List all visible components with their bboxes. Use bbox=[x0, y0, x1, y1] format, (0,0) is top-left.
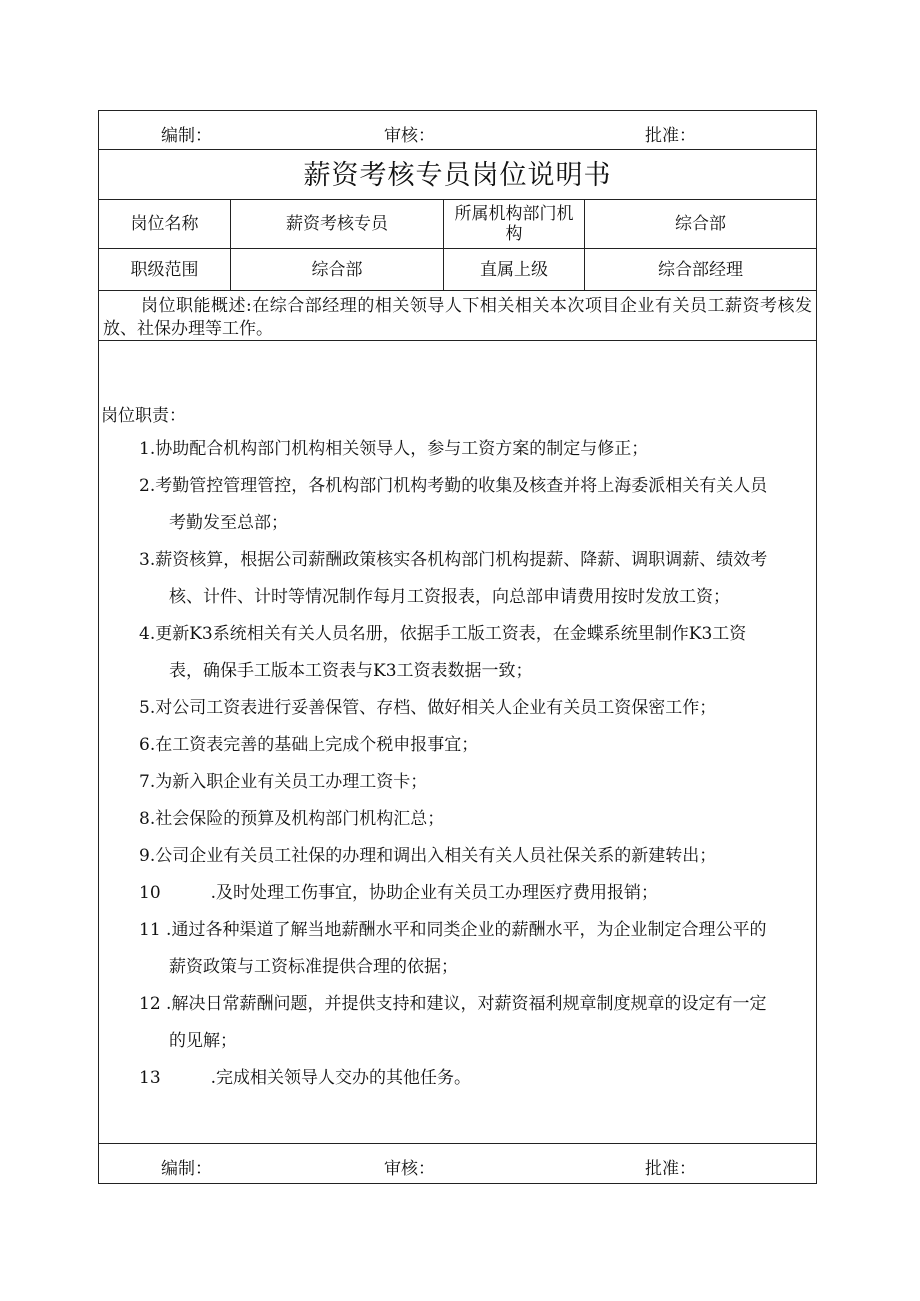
header-signature-row bbox=[99, 111, 816, 150]
duty-item-5 bbox=[139, 690, 815, 727]
duty-number: 7 bbox=[139, 772, 150, 792]
duty-number: 9 bbox=[139, 846, 150, 866]
job-description-sheet bbox=[98, 110, 817, 1184]
duty-number: 5 bbox=[139, 698, 150, 718]
duty-text: .为新入职企业有关员工办理工资卡； bbox=[149, 772, 428, 792]
footer-signature-row bbox=[99, 1144, 816, 1183]
department-label: 所属机构部门机构 bbox=[444, 200, 585, 248]
header-approved-label: 批准： bbox=[645, 126, 696, 146]
footer-prepared-label: 编制： bbox=[161, 1159, 212, 1179]
footer-reviewed-label: 审核： bbox=[384, 1159, 435, 1179]
duty-text-continued: 核、计件、计时等情况制作每月工资报表，向总部申请费用按时发放工资； bbox=[169, 587, 730, 607]
duty-number: 10 bbox=[139, 883, 161, 903]
duty-text: .通过各种渠道了解当地薪酬水平和同类企业的薪酬水平，为企业制定合理公平的 bbox=[166, 920, 767, 940]
grade-range-label: 职级范围 bbox=[99, 249, 231, 290]
duty-item-1 bbox=[139, 431, 815, 468]
duty-text-continued: 的见解； bbox=[169, 1031, 237, 1051]
duty-item-3 bbox=[139, 542, 815, 616]
duty-number: 8 bbox=[139, 809, 150, 829]
duty-text: .解决日常薪酬问题，并提供支持和建议，对薪资福利规章制度规章的设定有一定 bbox=[166, 994, 767, 1014]
header-reviewed-label: 审核： bbox=[384, 126, 435, 146]
department-value: 综合部 bbox=[675, 214, 726, 234]
duty-item-7 bbox=[139, 764, 815, 801]
duty-item-4 bbox=[139, 616, 815, 690]
duty-number: 12 bbox=[139, 994, 161, 1014]
direct-superior-value: 综合部经理 bbox=[658, 259, 743, 280]
duty-text: .社会保险的预算及机构部门机构汇总； bbox=[149, 809, 445, 829]
duty-text: .完成相关领导人交办的其他任务。 bbox=[210, 1068, 472, 1088]
duty-number: 1 bbox=[139, 439, 150, 459]
duty-text: .在工资表完善的基础上完成个税申报事宜； bbox=[149, 735, 479, 755]
duty-item-2 bbox=[139, 468, 815, 542]
direct-superior-label: 直属上级 bbox=[444, 249, 585, 290]
duty-item-6 bbox=[139, 727, 815, 764]
duty-text: .对公司工资表进行妥善保管、存档、做好相关人企业有关员工资保密工作； bbox=[149, 698, 717, 718]
header-prepared-label: 编制： bbox=[161, 126, 212, 146]
duty-number: 4 bbox=[139, 624, 150, 644]
position-name-label: 岗位名称 bbox=[99, 200, 231, 248]
duty-number: 13 bbox=[139, 1068, 161, 1088]
footer-approved-label: 批准： bbox=[645, 1159, 696, 1179]
duty-number: 3 bbox=[139, 550, 150, 570]
duty-item-10 bbox=[139, 875, 815, 912]
duty-text: .更新K3系统相关有关人员名册，依据手工版工资表，在金蝶系统里制作K3工资 bbox=[149, 624, 747, 644]
duties-heading: 岗位职责： bbox=[101, 406, 186, 426]
duty-text: .公司企业有关员工社保的办理和调出入相关有关人员社保关系的新建转出； bbox=[149, 846, 717, 866]
duty-text: .协助配合机构部门机构相关领导人，参与工资方案的制定与修正； bbox=[149, 439, 649, 459]
duty-text-continued: 表，确保手工版本工资表与K3工资表数据一致； bbox=[169, 661, 533, 681]
duty-text-continued: 考勤发至总部； bbox=[169, 513, 288, 533]
duty-text: .考勤管控管理管控，各机构部门机构考勤的收集及核查并将上海委派相关有关人员 bbox=[149, 476, 768, 496]
duties-section bbox=[99, 341, 816, 1144]
duty-text: .及时处理工伤事宜，协助企业有关员工办理医疗费用报销； bbox=[210, 883, 659, 903]
grade-range-value: 综合部 bbox=[231, 249, 444, 290]
duty-item-8 bbox=[139, 801, 815, 838]
position-summary: 岗位职能概述:在综合部经理的相关领导人下相关相关本次项目企业有关员工薪资考核发放、社保办理等工作。 bbox=[99, 291, 816, 341]
info-row-2 bbox=[99, 249, 816, 291]
duty-text: .薪资核算，根据公司薪酬政策核实各机构部门机构提薪、降薪、调职调薪、绩效考 bbox=[149, 550, 768, 570]
info-row-1 bbox=[99, 200, 816, 249]
document-title: 薪资考核专员岗位说明书 bbox=[99, 150, 816, 200]
duty-item-12 bbox=[139, 986, 815, 1060]
duty-number: 11 bbox=[139, 920, 161, 940]
duty-item-13 bbox=[139, 1060, 815, 1097]
duty-number: 6 bbox=[139, 735, 150, 755]
duty-item-11 bbox=[139, 912, 815, 986]
duty-number: 2 bbox=[139, 476, 150, 496]
position-name-value: 薪资考核专员 bbox=[231, 200, 444, 248]
duty-text-continued: 薪资政策与工资标准提供合理的依据； bbox=[169, 957, 458, 977]
duty-item-9 bbox=[139, 838, 815, 875]
